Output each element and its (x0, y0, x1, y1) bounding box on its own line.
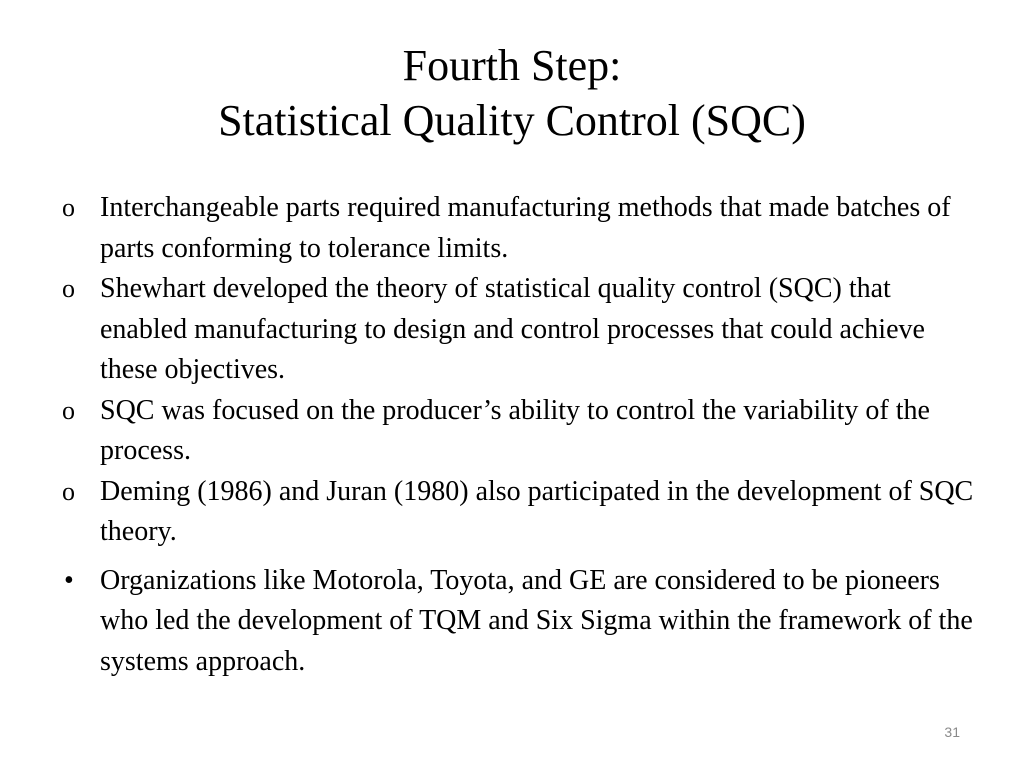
page-number: 31 (944, 724, 960, 740)
bullet-list (62, 188, 982, 682)
slide-title (0, 38, 1024, 148)
hollow-circle-bullet-icon: o (62, 476, 75, 506)
list-item (62, 391, 982, 472)
list-item (62, 188, 982, 269)
list-item (62, 269, 982, 391)
bullet-text: Interchangeable parts required manufacturing methods that made batches of parts conforming to tolerance limits. (100, 192, 951, 264)
list-item (62, 561, 982, 683)
bullet-text: Deming (1986) and Juran (1980) also participated in the development of SQC theory. (100, 475, 974, 547)
bullet-text: Shewhart developed the theory of statistical quality control (SQC) that enabled manufacturing to design and control processes that could achieve these objectives. (100, 273, 925, 385)
slide-title-line-1: Fourth Step: (402, 41, 622, 90)
bullet-text: SQC was focused on the producer’s ability to control the variability of the process. (100, 394, 930, 466)
slide-title-line-2: Statistical Quality Control (SQC) (218, 96, 806, 145)
hollow-circle-bullet-icon: o (62, 395, 75, 425)
solid-dot-bullet-icon: • (64, 564, 74, 596)
list-item (62, 472, 982, 553)
hollow-circle-bullet-icon: o (62, 274, 75, 303)
bullet-text: Organizations like Motorola, Toyota, and GE are considered to be pioneers who led the development of TQM and Six Sigma within the framework of the systems approach. (100, 564, 973, 677)
hollow-circle-bullet-icon: o (62, 193, 75, 222)
